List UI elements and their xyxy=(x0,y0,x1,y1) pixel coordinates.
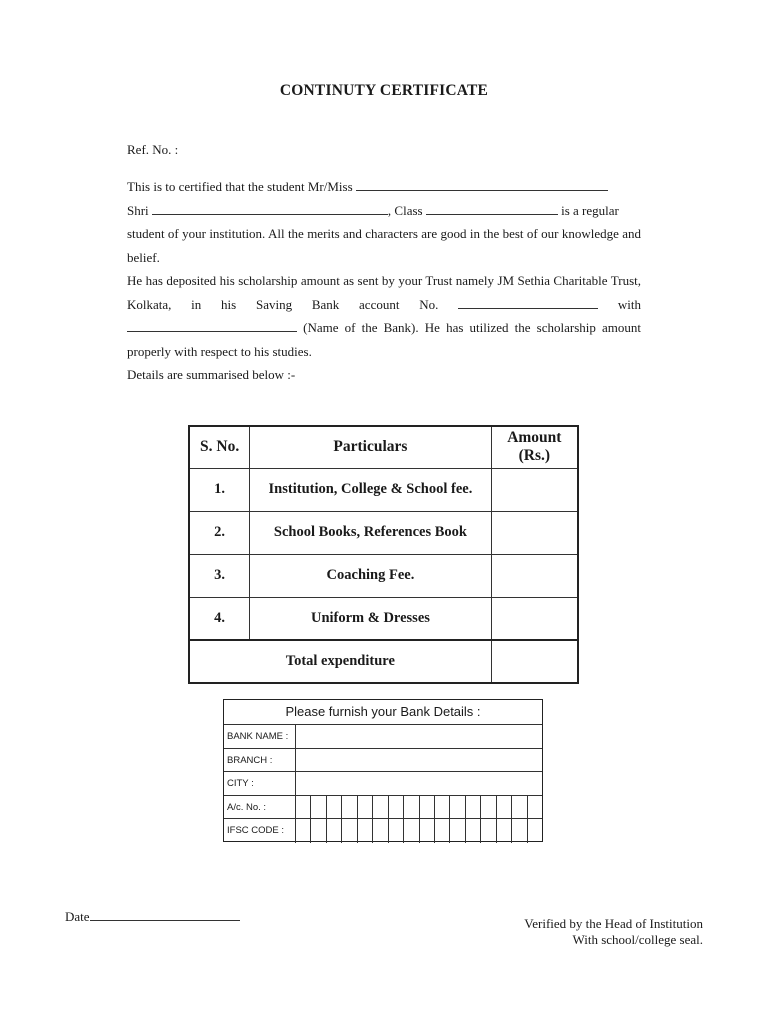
table-row xyxy=(189,468,578,511)
row-sno: 4. xyxy=(189,597,250,640)
verification-block xyxy=(524,916,703,948)
table-row xyxy=(189,511,578,554)
date-field: Date xyxy=(65,908,240,925)
digit-box[interactable] xyxy=(466,796,481,819)
digit-box[interactable] xyxy=(528,819,542,843)
digit-box[interactable] xyxy=(404,819,419,843)
digit-box[interactable] xyxy=(497,796,512,819)
body-line-1: This is to certified that the student Mr/Miss xyxy=(127,175,641,199)
total-row xyxy=(189,640,578,683)
header-sno: S. No. xyxy=(189,426,250,468)
digit-box[interactable] xyxy=(466,819,481,843)
bank-details-box xyxy=(223,699,543,842)
body-line-3: student of your institution. All the merits and characters are good in the best of our knowledge and belief. xyxy=(127,226,641,265)
ref-number-label: Ref. No. : xyxy=(127,142,179,157)
digit-box[interactable] xyxy=(311,796,326,819)
row-particular: School Books, References Book xyxy=(250,511,491,554)
city-field[interactable] xyxy=(296,772,542,795)
father-name-blank[interactable] xyxy=(152,202,388,215)
branch-label: BRANCH : xyxy=(224,749,296,772)
city-label: CITY : xyxy=(224,772,296,795)
digit-box[interactable] xyxy=(528,796,542,819)
bank-row xyxy=(224,796,542,820)
verified-line-1: Verified by the Head of Institution xyxy=(524,916,703,931)
digit-box[interactable] xyxy=(311,819,326,843)
bank-row xyxy=(224,749,542,773)
row-sno: 1. xyxy=(189,468,250,511)
account-number-blank[interactable] xyxy=(458,296,598,309)
body-line-6: Details are summarised below :- xyxy=(127,367,296,382)
certificate-title: CONTINUTY CERTIFICATE xyxy=(279,82,489,99)
amount-cell[interactable] xyxy=(491,554,578,597)
digit-box[interactable] xyxy=(450,796,465,819)
digit-box[interactable] xyxy=(327,796,342,819)
row-particular: Coaching Fee. xyxy=(250,554,491,597)
date-blank[interactable] xyxy=(90,908,240,921)
row-particular: Uniform & Dresses xyxy=(250,597,491,640)
digit-box[interactable] xyxy=(512,796,527,819)
branch-field[interactable] xyxy=(296,749,542,772)
digit-box[interactable] xyxy=(296,796,311,819)
expenditure-table xyxy=(188,425,579,684)
row-sno: 3. xyxy=(189,554,250,597)
body-line-2: Shri , Class is a regular xyxy=(127,202,619,218)
account-number-boxes xyxy=(296,796,542,819)
digit-box[interactable] xyxy=(389,796,404,819)
bank-name-blank[interactable] xyxy=(127,319,297,332)
digit-box[interactable] xyxy=(342,796,357,819)
row-sno: 2. xyxy=(189,511,250,554)
digit-box[interactable] xyxy=(342,819,357,843)
digit-box[interactable] xyxy=(420,796,435,819)
ifsc-code-label: IFSC CODE : xyxy=(224,819,296,843)
certificate-body xyxy=(127,175,641,387)
row-particular: Institution, College & School fee. xyxy=(250,468,491,511)
digit-box[interactable] xyxy=(497,819,512,843)
digit-box[interactable] xyxy=(358,819,373,843)
digit-box[interactable] xyxy=(296,819,311,843)
account-number-label: A/c. No. : xyxy=(224,796,296,819)
amount-cell[interactable] xyxy=(491,468,578,511)
digit-box[interactable] xyxy=(512,819,527,843)
bank-row xyxy=(224,772,542,796)
header-particulars: Particulars xyxy=(250,426,491,468)
body-line-4: He has deposited his scholarship amount as sent by your Trust namely JM Sethia Charitable Trust, Kolkata, in his Saving Bank account No. with (Name of the Bank). He has utilized the scholarship amount properly with respect to his studies. xyxy=(127,273,642,359)
table-row xyxy=(189,597,578,640)
amount-cell[interactable] xyxy=(491,597,578,640)
header-amount: Amount (Rs.) xyxy=(491,426,578,468)
bank-details-header: Please furnish your Bank Details : xyxy=(224,700,542,725)
ifsc-code-boxes xyxy=(296,819,542,843)
digit-box[interactable] xyxy=(373,819,388,843)
digit-box[interactable] xyxy=(481,819,496,843)
total-amount-cell[interactable] xyxy=(491,640,578,683)
table-header-row xyxy=(189,426,578,468)
total-label: Total expenditure xyxy=(189,640,491,683)
digit-box[interactable] xyxy=(481,796,496,819)
digit-box[interactable] xyxy=(450,819,465,843)
digit-box[interactable] xyxy=(389,819,404,843)
table-row xyxy=(189,554,578,597)
digit-box[interactable] xyxy=(435,796,450,819)
bank-row xyxy=(224,819,542,843)
digit-box[interactable] xyxy=(435,819,450,843)
bank-name-field[interactable] xyxy=(296,725,542,748)
verified-line-2: With school/college seal. xyxy=(572,932,703,947)
digit-box[interactable] xyxy=(404,796,419,819)
digit-box[interactable] xyxy=(327,819,342,843)
bank-name-label: BANK NAME : xyxy=(224,725,296,748)
digit-box[interactable] xyxy=(358,796,373,819)
amount-cell[interactable] xyxy=(491,511,578,554)
bank-row xyxy=(224,725,542,749)
digit-box[interactable] xyxy=(373,796,388,819)
digit-box[interactable] xyxy=(420,819,435,843)
class-blank[interactable] xyxy=(426,202,558,215)
student-name-blank[interactable] xyxy=(356,178,608,191)
